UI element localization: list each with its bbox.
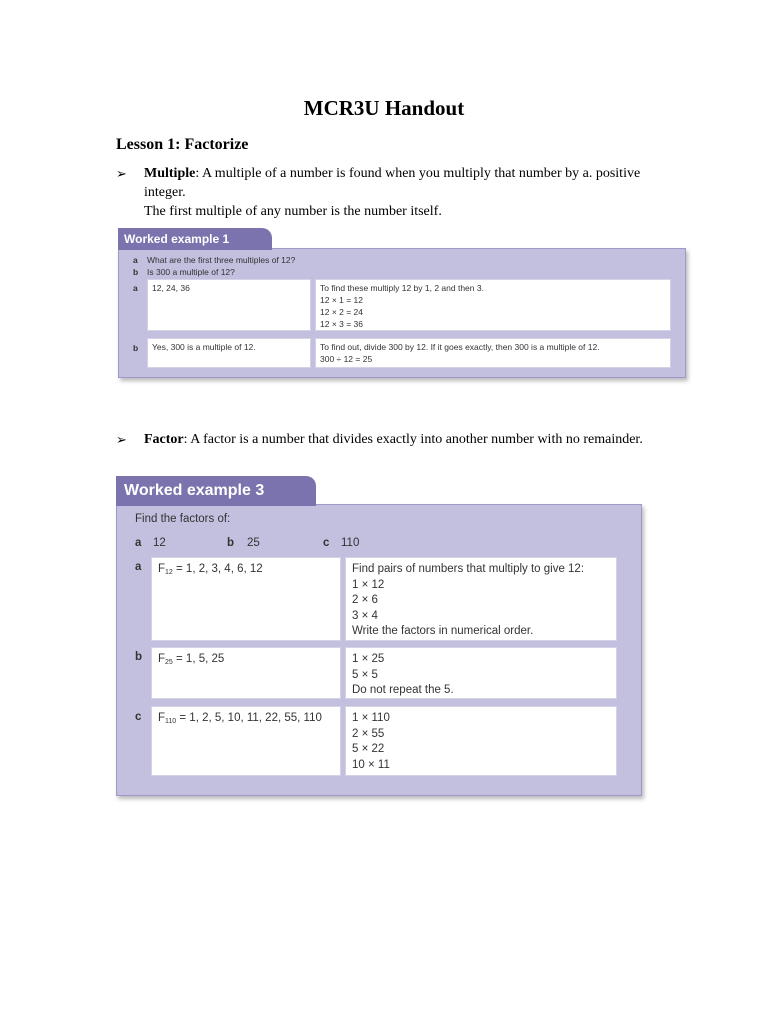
factor-text <box>144 430 644 449</box>
answer-cell <box>147 338 311 368</box>
question-label: a <box>133 255 138 265</box>
working-line: Do not repeat the 5. <box>352 684 454 696</box>
working-line: 1 × 110 <box>352 712 390 724</box>
row-label: b <box>135 651 143 663</box>
example-1-panel <box>118 248 686 378</box>
working-line: 12 × 1 = 12 <box>320 295 364 305</box>
working-line: 2 × 6 <box>352 594 378 606</box>
factor-subscript: 25 <box>165 659 173 666</box>
answer-cell <box>147 279 311 331</box>
working-cell <box>345 647 617 699</box>
multiple-term: Multiple <box>144 166 196 181</box>
worked-example-1 <box>118 228 690 382</box>
multiple-definition-text: : A multiple of a number is found when you multiply that number by a. positive integer. <box>144 166 641 200</box>
example-1-tab: Worked example 1 <box>118 228 272 250</box>
page-title: MCR3U Handout <box>303 96 465 120</box>
part-label: a <box>135 537 142 549</box>
factor-symbol: F <box>158 712 166 724</box>
working-line: 10 × 11 <box>352 758 390 771</box>
example-3-panel <box>116 504 642 796</box>
working-line: 1 × 12 <box>352 578 385 591</box>
question-label: b <box>133 267 139 277</box>
multiple-text <box>144 164 664 221</box>
working-line: Write the factors in numerical order. <box>352 625 534 637</box>
factor-subscript: 12 <box>165 569 173 576</box>
factor-symbol: F <box>158 653 166 665</box>
prompt-text: Find the factors of: <box>135 513 231 525</box>
part-value: 12 <box>153 537 166 549</box>
working-line: To find these multiply 12 by 1, 2 and then 3. <box>320 283 484 293</box>
working-line: 5 × 5 <box>352 668 378 681</box>
working-cell <box>315 279 671 331</box>
working-line: 12 × 3 = 36 <box>320 319 364 329</box>
factor-symbol: F <box>158 563 166 575</box>
answer-cell <box>151 647 341 699</box>
part-value: 25 <box>247 537 260 549</box>
working-line: 1 × 25 <box>352 653 385 665</box>
working-line: 5 × 22 <box>352 743 385 755</box>
working-cell <box>315 338 671 368</box>
answer-cell <box>151 557 341 641</box>
arrow-bullet-icon: ➢ <box>116 432 127 447</box>
row-label: c <box>135 711 142 723</box>
answer-text: = 1, 2, 3, 4, 6, 12 <box>172 563 263 575</box>
working-line: Find pairs of numbers that multiply to give 12: <box>352 563 585 575</box>
question-text: What are the first three multiples of 12? <box>147 255 296 265</box>
question-text: Is 300 a multiple of 12? <box>147 267 235 277</box>
factor-term: Factor <box>144 432 184 447</box>
arrow-bullet-icon: ➢ <box>116 166 127 181</box>
answer-text: = 1, 2, 5, 10, 11, 22, 55, 110 <box>176 712 322 724</box>
part-label: c <box>323 537 330 549</box>
multiple-note: The first multiple of any number is the number itself. <box>144 204 442 219</box>
working-line: 2 × 55 <box>352 727 385 740</box>
part-label: b <box>227 537 235 549</box>
answer-text: Yes, 300 is a multiple of 12. <box>152 342 256 352</box>
part-value: 110 <box>341 537 360 549</box>
factor-subscript: 110 <box>165 718 177 725</box>
working-cell <box>345 557 617 641</box>
answer-text: = 1, 5, 25 <box>172 653 225 665</box>
factor-definition-text: : A factor is a number that divides exactly into another number with no remainder. <box>183 432 643 447</box>
row-label: b <box>133 343 139 353</box>
worked-example-3 <box>116 476 646 800</box>
lesson-title: Lesson 1: Factorize <box>116 136 249 153</box>
answer-text: 12, 24, 36 <box>152 283 190 293</box>
working-line: 3 × 4 <box>352 609 378 622</box>
row-label: a <box>133 283 138 293</box>
row-label: a <box>135 561 142 573</box>
answer-cell <box>151 706 341 776</box>
working-line: To find out, divide 300 by 12. If it goes exactly, then 300 is a multiple of 12. <box>320 342 600 352</box>
working-line: 300 ÷ 12 = 25 <box>320 354 373 364</box>
working-cell <box>345 706 617 776</box>
example-3-tab: Worked example 3 <box>116 476 316 506</box>
working-line: 12 × 2 = 24 <box>320 307 364 317</box>
